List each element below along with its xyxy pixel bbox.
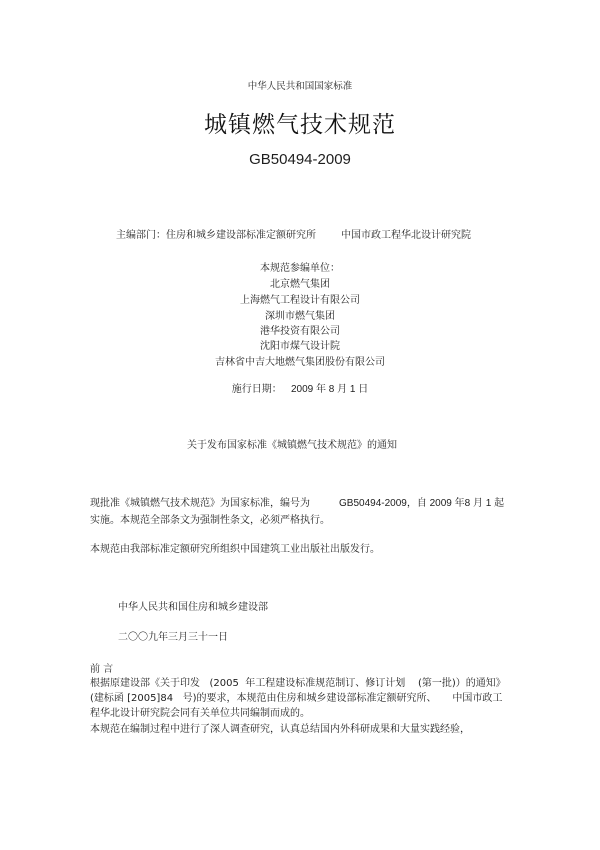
- participants-heading: 本规范参编单位：: [260, 263, 340, 274]
- participant-unit: 上海燃气工程设计有限公司: [240, 295, 360, 306]
- standard-code: GB50494-2009: [249, 151, 351, 168]
- notice-title: 关于发布国家标准《城镇燃气技术规范》的通知: [187, 440, 397, 451]
- effective-date-label: 施行日期：: [231, 384, 282, 395]
- participant-unit: 沈阳市煤气设计院: [260, 341, 340, 352]
- notice-paragraph-1-line-1b: GB50494-2009，自 2009 年8 月 1 起: [339, 498, 505, 509]
- participant-unit: 港华投资有限公司: [260, 326, 340, 337]
- editor-department: 主编部门：住房和城乡建设部标准定额研究所: [116, 230, 316, 241]
- participant-unit: 北京燃气集团: [270, 279, 330, 290]
- effective-date-value: 2009 年 8 月 1 日: [290, 384, 369, 395]
- issuing-authority: 中华人民共和国住房和城乡建设部: [118, 602, 268, 613]
- preface-line: (建标函 [2005]84 号)的要求，本规范由住房和城乡建设部标准定额研究所、 中国市政工: [90, 693, 503, 704]
- preface-line: 根据原建设部《关于印发 (2005 年工程建设标准规范制订、修订计划 (第一批)）的通知》: [90, 678, 506, 689]
- standard-overline: 中华人民共和国国家标准: [247, 81, 353, 92]
- preface-heading: 前 言: [90, 664, 114, 675]
- notice-paragraph-1-line-1a: 现批准《城镇燃气技术规范》为国家标准，编号为: [90, 498, 310, 509]
- preface-line: 程华北设计研究院会同有关单位共同编制而成的。: [90, 708, 310, 719]
- editor-institute: 中国市政工程华北设计研究院: [341, 230, 471, 241]
- preface-line: 本规范在编制过程中进行了深人调查研究，认真总结国内外科研成果和大量实践经验，: [90, 724, 470, 735]
- effective-date: [0, 380, 600, 395]
- participant-unit: 深圳市燃气集团: [265, 311, 335, 322]
- page-title: 城镇燃气技术规范: [204, 112, 396, 138]
- issue-date: 二〇〇九年三月三十一日: [118, 632, 228, 643]
- notice-paragraph-1-line-2: 实施。本规范全部条文为强制性条文，必须严格执行。: [90, 515, 330, 526]
- notice-paragraph-2: 本规范由我部标准定额研究所组织中国建筑工业出版社出版发行。: [90, 544, 380, 555]
- participant-unit: 吉林省中吉大地燃气集团股份有限公司: [215, 357, 385, 368]
